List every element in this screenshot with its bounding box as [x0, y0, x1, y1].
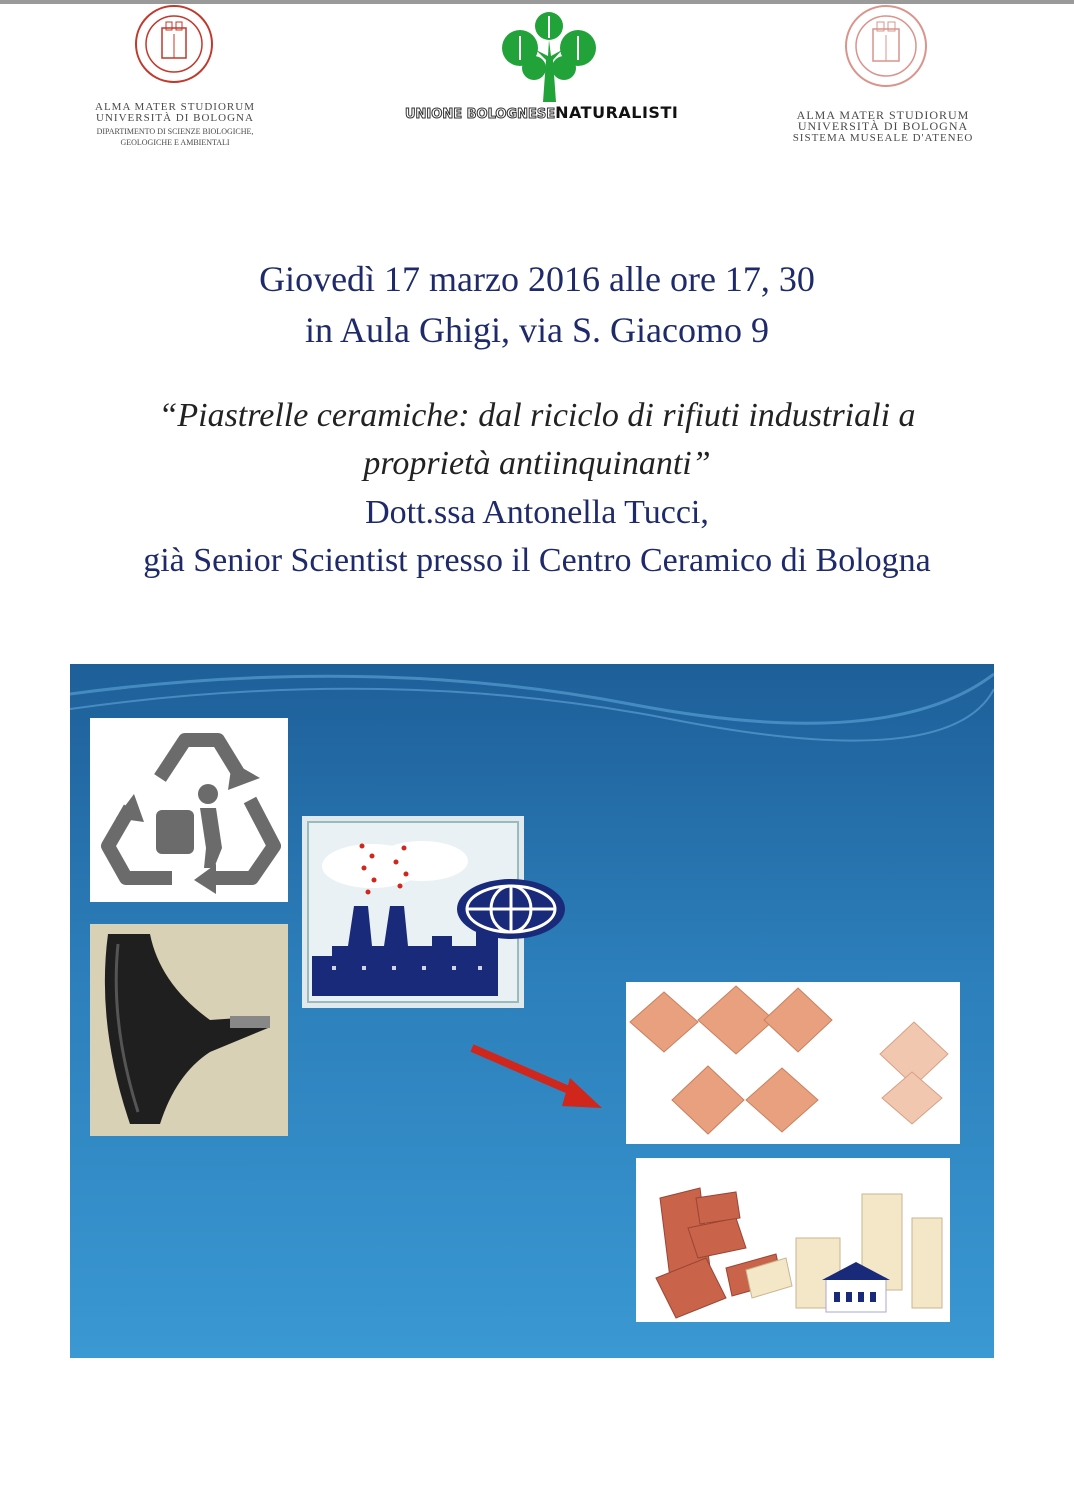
right-logo-line3: SISTEMA MUSEALE D'ATENEO [792, 132, 974, 144]
center-logo-text-outline: UNIONE BOLOGNESE [405, 107, 556, 122]
recycle-card [90, 718, 288, 902]
tiles-card [626, 982, 960, 1144]
left-logo-line1: ALMA MATER STUDIORUM [95, 101, 255, 113]
arrow-icon [466, 1034, 606, 1114]
tree-icon [498, 10, 600, 102]
event-place: in Aula Ghigi, via S. Giacomo 9 [305, 310, 769, 350]
event-date: Giovedì 17 marzo 2016 alle ore 17, 30 [259, 259, 815, 299]
talk-title-line2: proprietà antiinquinanti” [363, 445, 711, 482]
left-logo-line4: GEOLOGICHE E AMBIENTALI [120, 138, 230, 147]
right-logo-line1: ALMA MATER STUDIORUM [796, 108, 970, 122]
left-logo-line3: DIPARTIMENTO DI SCIENZE BIOLOGICHE, [96, 127, 254, 136]
globe-icon [454, 876, 568, 942]
talk-title-line1: “Piastrelle ceramiche: dal riciclo di rifiuti industriali a [158, 397, 916, 434]
crt-tube-image [90, 924, 288, 1136]
right-logo-line2: UNIVERSITÀ DI BOLOGNA [797, 119, 969, 133]
center-logo-text-bold: NATURALISTI [555, 103, 679, 122]
bricks-image [636, 1158, 950, 1322]
university-seal-icon [124, 4, 224, 84]
tiles-image [626, 982, 960, 1144]
crt-tube-card [90, 924, 288, 1136]
university-seal-icon [836, 2, 936, 92]
left-logo-line2: UNIVERSITÀ DI BOLOGNA [96, 112, 254, 124]
speaker-role: già Senior Scientist presso il Centro Ceramico di Bologna [143, 542, 931, 579]
speaker-name: Dott.ssa Antonella Tucci, [365, 494, 709, 531]
illustration-panel [70, 664, 994, 1358]
recycle-icon [90, 718, 288, 902]
bricks-card [636, 1158, 950, 1322]
